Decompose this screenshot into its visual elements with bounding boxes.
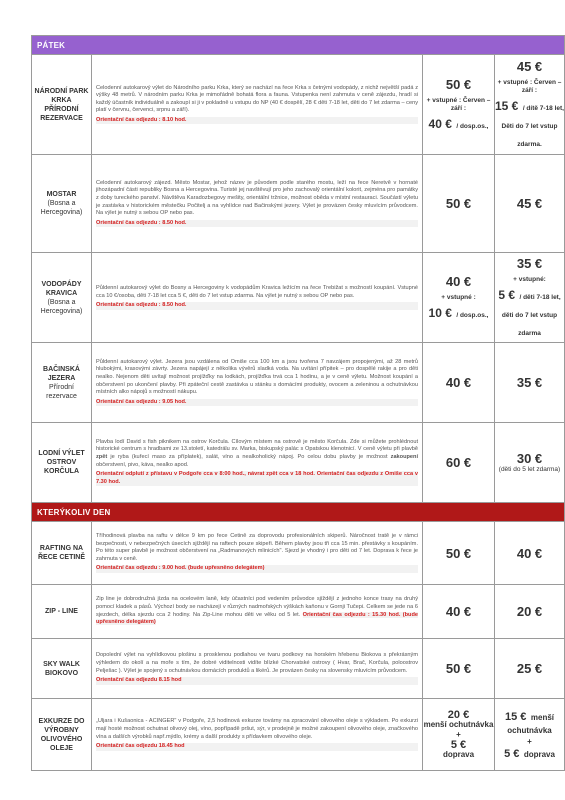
adult-price: 50 € [423,155,495,253]
child-price [495,253,565,343]
trip-name: EXKURZE DO VÝROBNY OLIVOVÉHO OLEJE [32,699,92,771]
departure-time: Orientační čas odjezdu : 8.50 hod. [96,220,418,228]
trip-name [32,253,92,343]
departure-time: Orientační čas odjezdu : 15.30 hod. (bude upřesněno delegátem) [96,611,418,626]
description-text: Půldenní autokarový výlet do Bosny a Hercegoviny k vodopádům Kravica ležícím na řece Trebižat s možností koupání. Vstupné cca 10 €/osoba, děti 7-18 let cca 5 €, děti do 7 let vstup zdarma. Na výlet je nutný s sebou OP nebo pas. [96,285,418,299]
entry-price: 5 € [498,287,516,302]
description-text: Tříhodinová plavba na raftu v délce 9 km po řece Cetině za doprovodu profesionálních skiperů. Náročnost tratě je v rámci bezpečnosti, v nebezpečných úsecích sjíždějí na raftech pouze skipeři. Během plavby jsou tři cca 15 min. přestávky s koupáním. Po této super plavbě je možnost občerstvení na „Radmanových mlinicích". Sjezd je vhodný i pro děti od 7 let. Doprava k řece je zahrnuta v ceně. [96,533,418,562]
section-title: PÁTEK [32,36,565,55]
entry-price: 15 € [495,98,519,113]
trip-title: MOSTAR [46,191,77,198]
adult-price [423,55,495,155]
adult-price [423,699,495,771]
price-value: 30 € [516,451,543,466]
trip-title: VODOPÁDY KRAVICA [41,280,82,297]
departure-time: Orientační čas odjezdu : 9.00 hod. (bude upřesněno delegátem) [96,565,418,573]
trip-name: RAFTING NA ŘECE CETINĚ [32,522,92,585]
child-price: 20 € [495,585,565,639]
description-emphasis: zpět [96,453,108,460]
table-row [32,699,565,771]
child-price [495,423,565,503]
child-price: 40 € [495,522,565,585]
adult-price: 40 € [423,343,495,423]
transport-price: 5 € [504,747,520,760]
trip-name [32,155,92,253]
table-row [32,585,565,639]
trip-subtitle: (Bosna a Hercegovina) [40,298,83,315]
description-text: občerstvení, pivo, káva, nealko apod. [96,461,189,468]
plus-sign: + [456,729,461,739]
description-text: Celodenní autokarový zájezd. Město Mostar, jehož název je původem podle starého mostu, leží na řece Neretvě v hornaté jihozápadní části republiky Bosna a Hercegovina. Turisté jej navštěvují pro jeho zachovalý orientální kolorit, zejména pro památky z doby tureckého panství. Návštěva Karadozbegovy mešity, orientální tržnice, možnost oběda v místní restauraci. Součástí výletu je zastávka v historickém městečku Počitelj a na vyhlídce nad Bačinskými jezery. Výlet je provázen česky mluvícím průvodcem. Na výlet je nutný s sebou OP nebo pas. [96,179,418,217]
trip-title: BAČINSKÁ JEZERA [43,365,80,382]
table-row [32,343,565,423]
price-note: + vstupné : [441,293,476,301]
table-row [32,155,565,253]
trip-name: LODNÍ VÝLET OSTROV KORČULA [32,423,92,503]
description-text: Zip line je dobrodružná jízda na ocelovém laně, kdy účastníci pod vedením průvodce sjíždějí z jednoho konce trasy na druhý pomocí kladek a pásů. Výchozí body se nacházejí v různých nadmořských výškách kaňonu v Gornji Tučepi. Celkem se jede na 6 sjezdech, délka sjezdu cca 2 hodiny. Na Zip-Line mohou děti ve věku od 5 let. [96,596,418,618]
transport-note: doprava [523,749,555,759]
price-note: menší ochutnávka [507,712,554,735]
table-row [32,639,565,699]
trip-description [92,699,423,771]
adult-price: 60 € [423,423,495,503]
trip-subtitle: Přírodní rezervace [46,383,77,400]
price-value: 50 € [445,76,472,92]
trip-description [92,343,423,423]
entry-note: / dosp.os., [456,311,489,319]
price-table-sheet [31,35,564,771]
price-value: 45 € [516,58,543,74]
description-text: „Uljara i Kušaonica - ACINGER" v Podgoře, 2,5 hodinová exkurze továrny na zpracování olivového oleje s výkladem. Po exkurzi mají hosté možnost ochutnat olivový olej, víno, popřípadě pršut, sýr, v prodejně je možné zakoupení olivového oleje, značkového vína a dalších výrobků např.mýdlo, krémy a další produkty s přídavkem olivového oleje. [96,718,418,740]
adult-price: 50 € [423,639,495,699]
transport-note: doprava [442,749,475,759]
trip-description [92,423,423,503]
trip-name: ZIP - LINE [32,585,92,639]
trip-subtitle: (Bosna a Hercegovina) [40,200,83,216]
description-text: je ryba (kuřecí maso za příplatek), salát, víno a nealkoholický nápoj. Po celou dobu plavby je možnost [107,453,391,460]
departure-time: Orientační čas odjezdu 18.45 hod [96,743,418,751]
excursion-table [31,35,565,771]
adult-price: 40 € [423,585,495,639]
child-price: 35 € [495,343,565,423]
departure-time: Orientační odplutí z přístavu v Podgoře cca v 8:00 hod., návrat zpět cca v 18 hod. Orientační čas odjezdu z Omiše cca v 7.30 hod. [96,471,418,485]
section-title: KTERÝKOLIV DEN [32,503,565,522]
child-price [495,699,565,771]
entry-note: / dosp.os., [456,122,489,130]
trip-name: NÁRODNÍ PARK KRKA PŘÍRODNÍ REZERVACE [32,55,92,155]
trip-description [92,585,423,639]
entry-note: / dítě 7-18 let, Děti do 7 let vstup zdarma. [501,104,564,148]
child-price: 45 € [495,155,565,253]
section-header-patek [32,36,565,55]
price-note: (děti do 5 let zdarma) [498,466,561,473]
trip-description [92,55,423,155]
table-row [32,55,565,155]
departure-time: Orientační čas odjezdu : 9.05 hod. [96,399,418,407]
child-price: 25 € [495,639,565,699]
description-emphasis: zakoupení [390,453,418,460]
departure-time: Orientační čas odjezdu 8.15 hod [96,677,418,685]
trip-description [92,253,423,343]
description-text: Dopolední výlet na vyhlídkovou plošinu s prosklenou podlahou ve tvaru podkovy na horském hřebenu Biokova s překrásným výhledem do okolí a na moře s tím, že dobré viditelnosti vidíte blízké Chorvatské ostrovy ( Hvar, Brač, Korčula, poloostrov Pelješac ). Výlet je spojený s ochutnávkou domácích produktů a likérů. Je provázen česky na slovensky mluvícím průvodcem. [96,652,418,674]
transport-price: 5 € [450,738,467,751]
price-note: menší ochutnávka [423,719,494,729]
adult-price: 50 € [423,522,495,585]
trip-description [92,639,423,699]
adult-price [423,253,495,343]
trip-name: SKY WALK BIOKOVO [32,639,92,699]
price-note: + vstupné : Červen – září : [426,96,491,112]
price-value: 15 € [505,710,527,723]
entry-price: 40 € [428,116,452,131]
price-note: + vstupné : Červen – září : [497,78,562,94]
departure-time: Orientační čas odjezdu : 8.10 hod. [96,117,418,125]
child-price [495,55,565,155]
description-text: Půldenní autokarový výlet. Jezera jsou vzdálena od Omiše cca 100 km a jsou tvořena 7 navzájem propojenými, až 28 metrů hlubokými, krasovými závrty. Jezera napájejí z několika vývěrů sladká voda. Na uvítání přípitek – pro dospělé rakije a pro děti nealko. Nejenom děti uvítají možnost projížďky na lodkách, projížďka trvá cca 1 hodinu, a je v ceně výletu. Možnost koupání a občerstvení po ukončení plavby. Při zpáteční cestě zastávka u stánku s domácími produkty, ovocem a zeleninou a ochutnávkou místních alko nápojů s možností nákupu. [96,358,418,396]
table-row [32,423,565,503]
price-value: 35 € [516,255,543,271]
trip-description [92,155,423,253]
departure-time: Orientační čas odjezdu : 8.50 hod. [96,302,418,310]
table-row [32,253,565,343]
entry-price: 10 € [428,305,452,320]
plus-sign: + [527,736,532,746]
description-text: Celodenní autokarový výlet do Národního parku Krka, který se nachází na řece Krka s četnými vodopády, z nichž největší padá z výšky 48 metrů. V národním parku Krka je mimořádně bohatá flora a fauna. Vstupenka není zahrnuta v ceně zájezdu, hradí si každý účastník individuálně a zakoupí si ji v pokladně u vstupu do NP (40 € dospělí, 28 € děti 7-18 let, děti do 7 let zdarma – ceny platí v červnu, červenci, srpnu a září). [96,84,418,114]
trip-description [92,522,423,585]
entry-note: / děti 7-18 let, děti do 7 let vstup zdarma [501,293,561,337]
price-value: 40 € [445,273,472,289]
price-value: 20 € [447,708,470,721]
table-row [32,522,565,585]
section-header-kterykoliv-den [32,503,565,522]
price-note: + vstupné: [513,275,546,283]
description-text: Plavba lodí David s fish piknikem na ostrov Korčula. Cílovým místem na ostrově je město Korčula. Zde si můžete prohlédnout historické centrum s hradbami ze 13.století, katedrálu sv. Marka, biskupský palác s Opatskou klenotnicí. V ceně výletu při plavbě [96,438,418,453]
trip-name [32,343,92,423]
